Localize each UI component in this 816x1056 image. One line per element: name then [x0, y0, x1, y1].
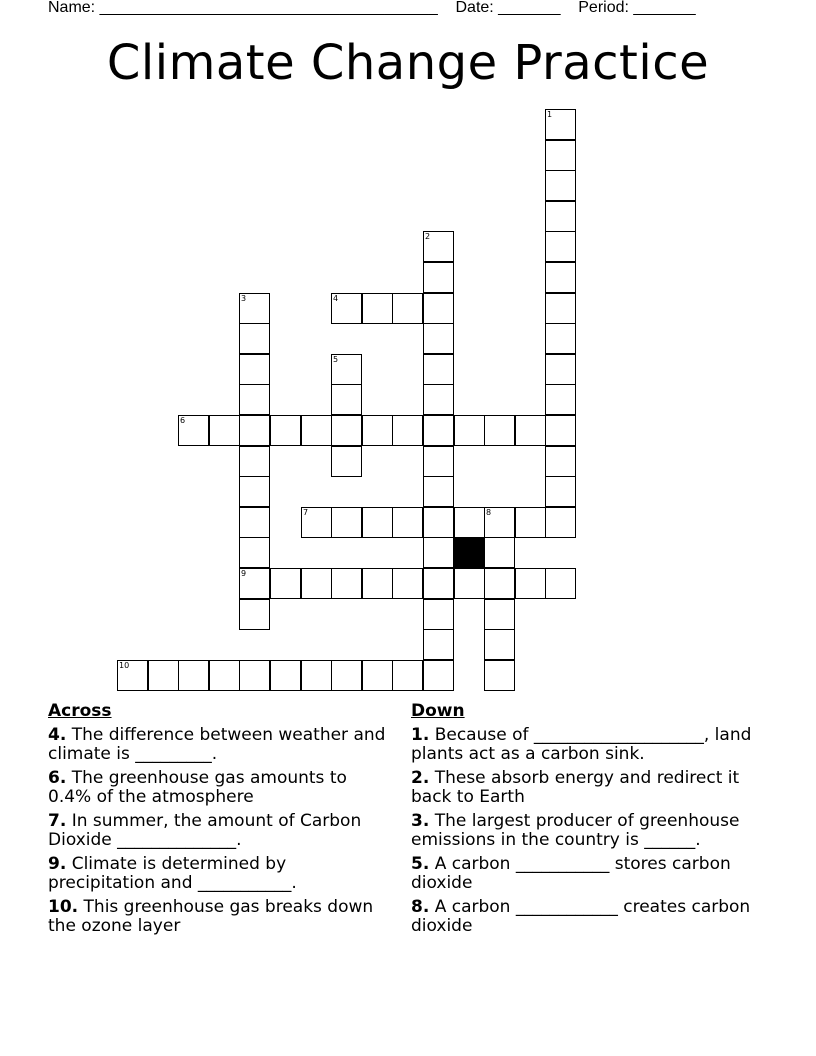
clue-text: Climate is determined by precipitation and ___________. — [48, 853, 297, 893]
crossword-cell[interactable] — [515, 568, 546, 599]
crossword-cell[interactable] — [423, 629, 454, 660]
crossword-cell[interactable] — [454, 568, 485, 599]
clue-number: 9. — [48, 853, 67, 874]
crossword-cell[interactable] — [545, 507, 576, 538]
crossword-cell[interactable] — [392, 660, 423, 691]
crossword-cell[interactable] — [545, 262, 576, 293]
crossword-cell[interactable] — [423, 568, 454, 599]
crossword-cell[interactable] — [331, 384, 362, 415]
crossword-cell[interactable] — [331, 415, 362, 446]
crossword-cell[interactable] — [239, 537, 270, 568]
clue-number: 2. — [411, 767, 430, 788]
clue-number: 6. — [48, 767, 67, 788]
clue-number-label: 9 — [241, 569, 247, 578]
crossword-cell[interactable] — [545, 568, 576, 599]
crossword-cell[interactable] — [331, 293, 362, 324]
crossword-cell[interactable] — [362, 568, 393, 599]
crossword-cell[interactable] — [423, 507, 454, 538]
crossword-cell[interactable] — [117, 660, 148, 691]
clue-text: The difference between weather and climate is _________. — [48, 724, 386, 764]
crossword-cell[interactable] — [484, 660, 515, 691]
clue-text: Because of ____________________, land plants act as a carbon sink. — [411, 724, 752, 764]
clue-number: 3. — [411, 810, 430, 831]
crossword-cell[interactable] — [362, 507, 393, 538]
crossword-cell[interactable] — [331, 446, 362, 477]
crossword-cell[interactable] — [362, 660, 393, 691]
crossword-cell[interactable] — [484, 537, 515, 568]
crossword-cell[interactable] — [209, 660, 240, 691]
crossword-cell[interactable] — [301, 415, 332, 446]
crossword-cell[interactable] — [545, 354, 576, 385]
crossword-cell[interactable] — [545, 140, 576, 171]
clue-number-label: 10 — [119, 661, 130, 670]
clue-text: A carbon ___________ stores carbon dioxide — [411, 853, 731, 893]
clue-number-label: 2 — [425, 232, 431, 241]
crossword-cell[interactable] — [454, 507, 485, 538]
crossword-cell[interactable] — [331, 660, 362, 691]
crossword-cell[interactable] — [301, 507, 332, 538]
crossword-cell[interactable] — [423, 293, 454, 324]
crossword-cell[interactable] — [423, 354, 454, 385]
crossword-cell[interactable] — [423, 323, 454, 354]
clue-number: 7. — [48, 810, 67, 831]
crossword-cell[interactable] — [423, 384, 454, 415]
crossword-cell[interactable] — [423, 415, 454, 446]
clue-number-label: 5 — [333, 355, 339, 364]
crossword-cell[interactable] — [545, 231, 576, 262]
crossword-cell[interactable] — [423, 599, 454, 630]
clue-text: The greenhouse gas amounts to 0.4% of the atmosphere — [48, 767, 347, 807]
clue-number: 5. — [411, 853, 430, 874]
across-clues — [48, 702, 393, 941]
clue-number-label: 8 — [486, 508, 492, 517]
crossword-cell[interactable] — [331, 354, 362, 385]
crossword-cell[interactable] — [239, 599, 270, 630]
crossword-cell[interactable] — [331, 507, 362, 538]
crossword-cell[interactable] — [392, 415, 423, 446]
crossword-cell[interactable] — [239, 323, 270, 354]
crossword-cell[interactable] — [239, 415, 270, 446]
down-clues — [411, 702, 769, 941]
crossword-cell[interactable] — [545, 170, 576, 201]
clue-number-label: 3 — [241, 294, 247, 303]
crossword-cell[interactable] — [484, 568, 515, 599]
clue-text: A carbon ____________ creates carbon dioxide — [411, 896, 751, 936]
down-clue — [411, 769, 769, 808]
clue-number-label: 7 — [303, 508, 309, 517]
clue-number-label: 4 — [333, 294, 339, 303]
name-date-period-line: Name: ______________________________________ Date: _______ Period: _______ — [48, 0, 696, 16]
clue-text: This greenhouse gas breaks down the ozone layer — [48, 896, 374, 936]
crossword-cell[interactable] — [545, 384, 576, 415]
page-title: Climate Change Practice — [106, 35, 710, 91]
crossword-cell[interactable] — [239, 568, 270, 599]
down-clue — [411, 898, 769, 937]
crossword-cell[interactable] — [545, 293, 576, 324]
clue-number: 1. — [411, 724, 430, 745]
crossword-cell[interactable] — [331, 568, 362, 599]
crossword-cell[interactable] — [515, 415, 546, 446]
across-heading: Across — [48, 701, 112, 721]
crossword-cell[interactable] — [392, 568, 423, 599]
down-clue — [411, 855, 769, 894]
crossword-cell[interactable] — [270, 660, 301, 691]
crossword-cell[interactable] — [423, 660, 454, 691]
clue-number: 10. — [48, 896, 79, 917]
clue-number-label: 6 — [180, 416, 186, 425]
crossword-cell[interactable] — [148, 660, 179, 691]
clue-number: 4. — [48, 724, 67, 745]
down-clue — [411, 726, 769, 765]
crossword-cell[interactable] — [392, 293, 423, 324]
crossword-cell[interactable] — [545, 415, 576, 446]
crossword-cell[interactable] — [423, 262, 454, 293]
crossword-cell[interactable] — [454, 415, 485, 446]
crossword-cell[interactable] — [423, 476, 454, 507]
crossword-cell[interactable] — [423, 537, 454, 568]
crossword-cell[interactable] — [239, 660, 270, 691]
crossword-cell[interactable] — [270, 568, 301, 599]
crossword-cell[interactable] — [362, 415, 393, 446]
crossword-cell[interactable] — [545, 446, 576, 477]
crossword-cell[interactable] — [178, 660, 209, 691]
clue-number: 8. — [411, 896, 430, 917]
across-clue — [48, 898, 393, 937]
crossword-cell[interactable] — [301, 660, 332, 691]
clue-text: In summer, the amount of Carbon Dioxide ______________. — [48, 810, 362, 850]
across-clue — [48, 855, 393, 894]
crossword-cell[interactable] — [239, 446, 270, 477]
crossword-cell[interactable] — [178, 415, 209, 446]
crossword-cell[interactable] — [545, 476, 576, 507]
clue-number-label: 1 — [547, 110, 553, 119]
crossword-cell[interactable] — [484, 629, 515, 660]
across-clue — [48, 812, 393, 851]
crossword-cell[interactable] — [362, 293, 393, 324]
crossword-cell[interactable] — [209, 415, 240, 446]
crossword-cell[interactable] — [484, 415, 515, 446]
across-clue — [48, 726, 393, 765]
crossword-cell[interactable] — [423, 446, 454, 477]
down-heading: Down — [411, 701, 465, 721]
across-clue — [48, 769, 393, 808]
down-clue — [411, 812, 769, 851]
crossword-cell[interactable] — [545, 323, 576, 354]
crossword-cell[interactable] — [270, 415, 301, 446]
crossword-cell[interactable] — [545, 201, 576, 232]
crossword-cell[interactable] — [484, 507, 515, 538]
clue-text: These absorb energy and redirect it back to Earth — [411, 767, 740, 807]
clue-text: The largest producer of greenhouse emissions in the country is ______. — [411, 810, 740, 850]
crossword-cell[interactable] — [392, 507, 423, 538]
crossword-cell[interactable] — [515, 507, 546, 538]
crossword-cell[interactable] — [239, 507, 270, 538]
crossword-cell[interactable] — [239, 354, 270, 385]
crossword-cell[interactable] — [239, 293, 270, 324]
crossword-black-square — [454, 537, 485, 568]
crossword-cell[interactable] — [423, 231, 454, 262]
crossword-cell[interactable] — [545, 109, 576, 140]
crossword-cell[interactable] — [239, 476, 270, 507]
crossword-cell[interactable] — [239, 384, 270, 415]
crossword-cell[interactable] — [301, 568, 332, 599]
crossword-cell[interactable] — [484, 599, 515, 630]
